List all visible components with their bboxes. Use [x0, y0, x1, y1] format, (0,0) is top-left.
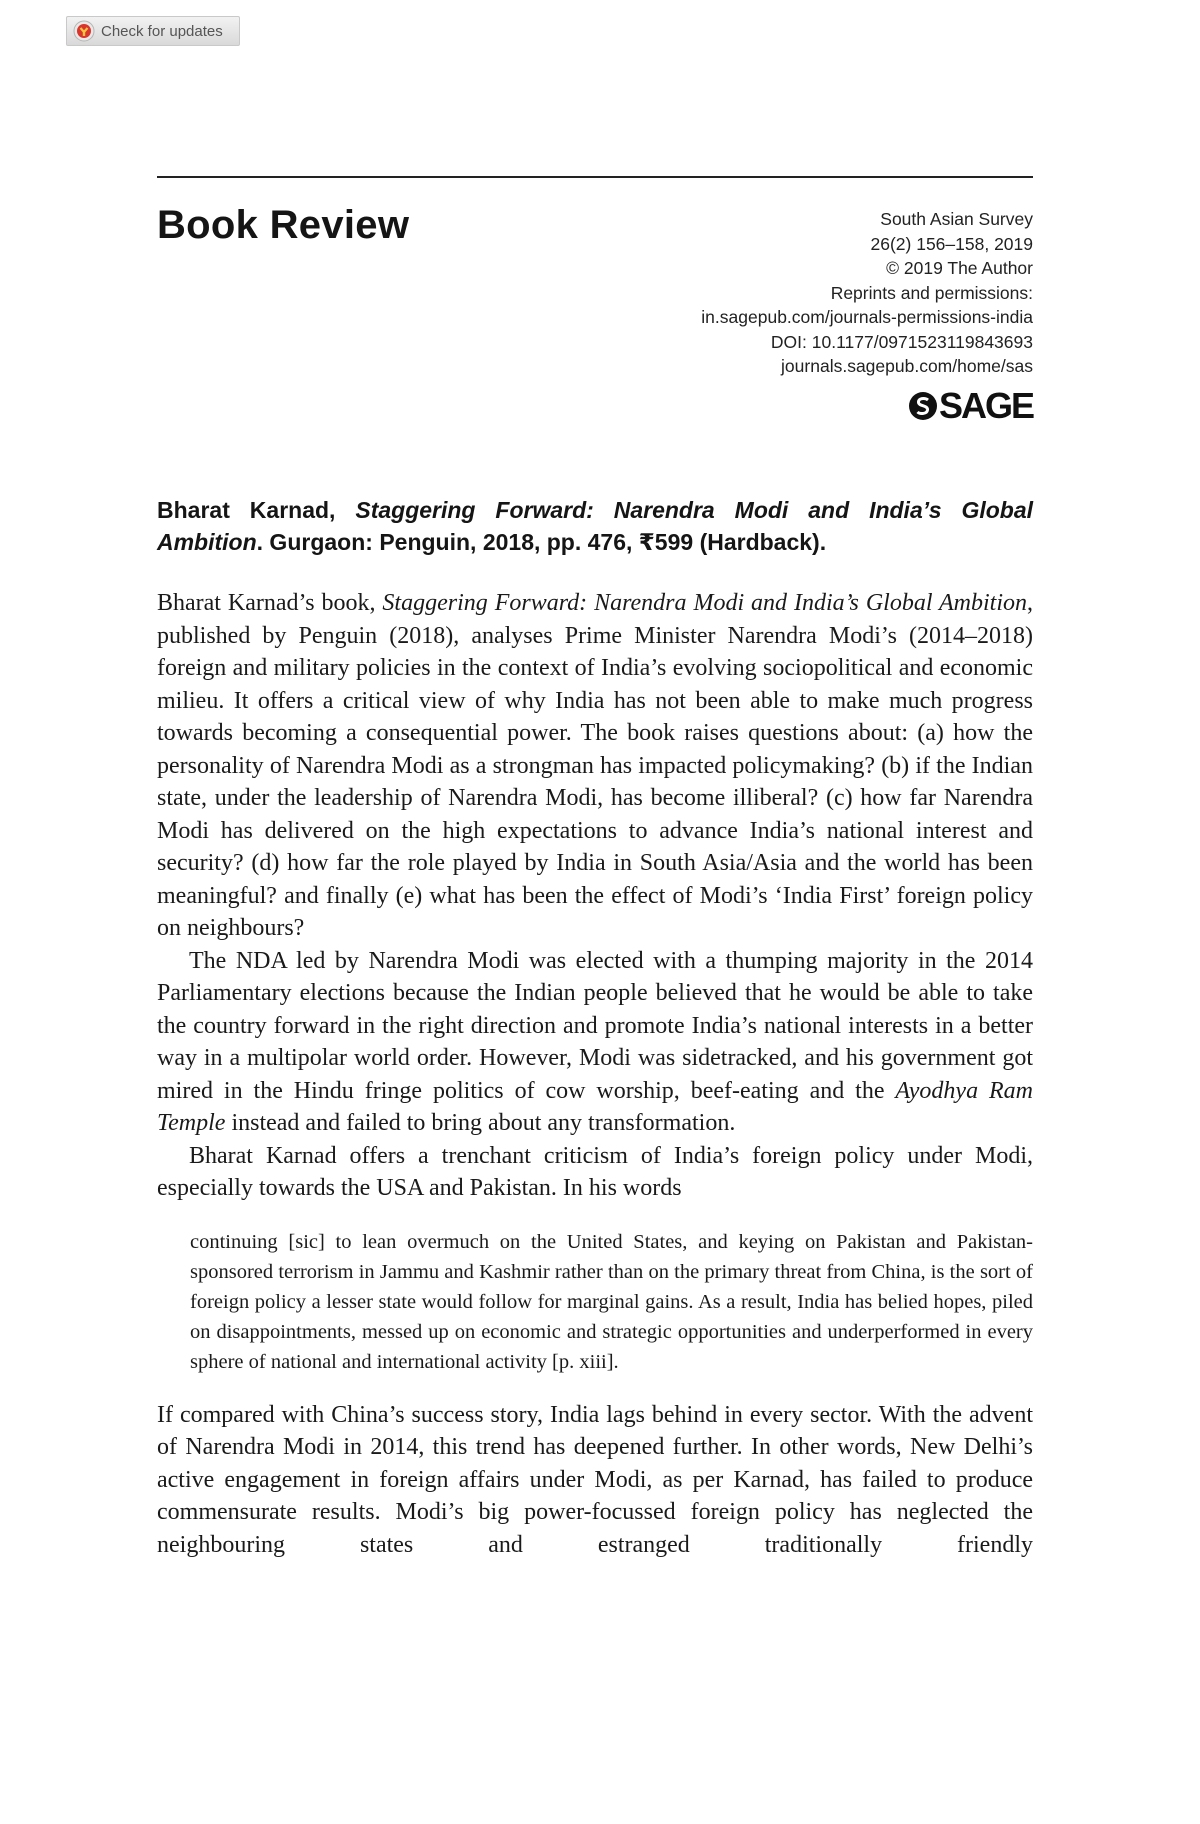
paragraph-3: Bharat Karnad offers a trenchant criticism of India’s foreign policy under Modi, especially towards the USA and Pakistan. In his words	[157, 1142, 1033, 1201]
crossmark-icon	[73, 20, 95, 42]
journal-name: South Asian Survey	[880, 209, 1033, 229]
journal-metadata	[701, 207, 1033, 379]
journal-link[interactable]: journals.sagepub.com/home/sas	[781, 356, 1033, 376]
paragraph-2	[157, 945, 1033, 1140]
doi[interactable]: DOI: 10.1177/0971523119843693	[770, 331, 1033, 352]
sage-mark-icon	[908, 391, 938, 421]
paragraph-1-book-title: Staggering Forward: Narendra Modi and India’s Global Ambition	[382, 590, 1027, 616]
copyright-notice: © 2019 The Author	[886, 258, 1033, 278]
journal-volume-pages: 26(2) 156–158, 2019	[870, 233, 1033, 254]
paragraph-2-italic: Ayodhya Ram Temple	[157, 1077, 1033, 1136]
reprints-label: Reprints and permissions:	[830, 282, 1033, 303]
header-rule	[157, 176, 1033, 178]
citation-publication: . Gurgaon: Penguin, 2018, pp. 476, ₹599 (Hardback).	[256, 529, 827, 555]
paragraph-2-start: The NDA led by Narendra Modi was elected with a thumping majority in the 2014 Parliamentary elections because the Indian people believed that he would be able to take the country forward in the right direction and promote India’s national interests in a better way in a multipolar world order. However, Modi was sidetracked, and his government got mired in the Hindu fringe politics of cow worship, beef-eating and the	[157, 947, 1033, 1104]
permissions-link[interactable]: in.sagepub.com/journals-permissions-india	[701, 307, 1033, 327]
citation-author: Bharat Karnad,	[157, 497, 336, 523]
section-title: Book Review	[157, 203, 410, 247]
sage-logo	[908, 385, 1033, 427]
sage-logo-text: SAGE	[938, 385, 1033, 426]
paragraph-2-end: instead and failed to bring about any transformation.	[225, 1110, 736, 1136]
review-body	[157, 587, 1033, 1561]
paragraph-1	[157, 587, 1033, 945]
paragraph-4: If compared with China’s success story, India lags behind in every sector. With the advent of Narendra Modi in 2014, this trend has deepened further. In other words, New Delhi’s active engagement in foreign affairs under Modi, as per Karnad, has failed to produce commensurate results. Modi’s big power-focussed foreign policy has neglected the neighbouring states and estranged traditionally friendly	[157, 1401, 1033, 1558]
block-quote: continuing [sic] to lean overmuch on the United States, and keying on Pakistan and Pakistan-sponsored terrorism in Jammu and Kashmir rather than on the primary threat from China, is the sort of foreign policy a lesser state would follow for marginal gains. As a result, India has belied hopes, piled on disappointments, messed up on economic and strategic opportunities and underperformed in every sphere of national and international activity [p. xiii].	[190, 1230, 1033, 1373]
citation-book-title: Staggering Forward: Narendra Modi and India’s Global Ambition	[157, 497, 1034, 555]
paragraph-1-start: Bharat Karnad’s book,	[157, 590, 383, 616]
check-for-updates-badge[interactable]	[66, 16, 240, 46]
book-citation	[157, 494, 1033, 558]
paragraph-1-rest: , published by Penguin (2018), analyses Prime Minister Narendra Modi’s (2014–2018) foreign and military policies in the context of India’s evolving sociopolitical and economic milieu. It offers a critical view of why India has not been able to make much progress towards becoming a consequential power. The book raises questions about: (a) how the personality of Narendra Modi as a strongman has impacted policymaking? (b) if the Indian state, under the leadership of Narendra Modi, has become illiberal? (c) how far Narendra Modi has delivered on the high expectations to advance India’s national interest and security? (d) how far the role played by India in South Asia/Asia and the world has been meaningful? and finally (e) what has been the effect of Modi’s ‘India First’ foreign policy on neighbours?	[157, 590, 1033, 941]
check-for-updates-label: Check for updates	[101, 22, 223, 40]
